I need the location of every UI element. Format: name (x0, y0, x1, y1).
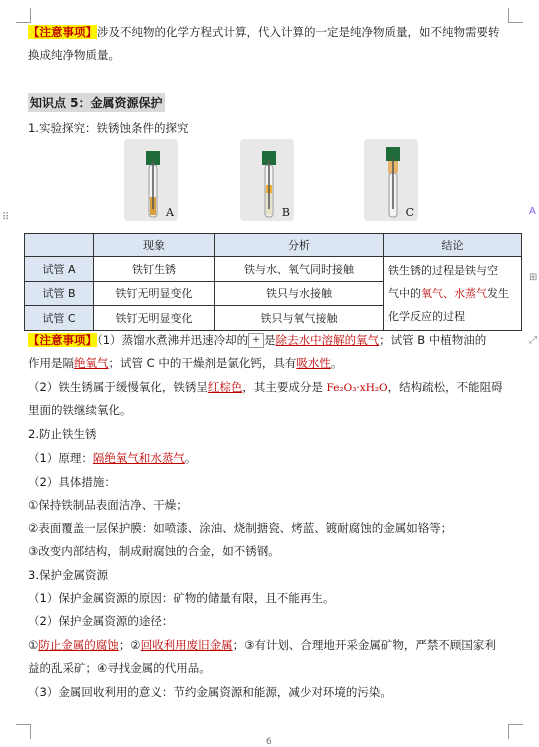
crop-mark-bottom-right (508, 724, 523, 739)
note1-line2: 换成纯净物质量。 (28, 48, 120, 62)
drag-handle-icon[interactable]: ⠿ (2, 212, 10, 223)
ways-line1: ①防止金属的腐蚀；②回收利用废旧金属；③有计划、合理地开采金属矿物，严禁不顾国家利 (28, 638, 496, 652)
rust-line1: （2）铁生锈属于缓慢氧化，铁锈呈红棕色，其主要成分是 Fe₂O₃·xH₂O，结构疏松，不能阻碍 (28, 380, 503, 394)
measure-2: ②表面覆盖一层保护膜：如喷漆、涂油、烧制搪瓷、烤蓝、镀耐腐蚀的金属如铬等； (28, 521, 453, 535)
note-tag: 【注意事项】 (28, 333, 97, 347)
tube-label-a: A (166, 206, 174, 219)
test-tube-b-image (240, 139, 294, 221)
crop-mark-top-right (508, 8, 523, 23)
recycle-meaning: （3）金属回收利用的意义：节约金属资源和能源，减少对环境的污染。 (28, 685, 392, 699)
conclusion-cell: 铁生锈的过程是铁与空 气中的氧气、水蒸气发生 化学反应的过程 (384, 257, 522, 331)
table-header: 分析 (215, 234, 384, 257)
measure-1: ①保持铁制品表面洁净、干燥； (28, 498, 188, 512)
measure-3: ③改变内部结构，制成耐腐蚀的合金，如不锈钢。 (28, 544, 280, 558)
crop-mark-bottom-left (16, 724, 31, 739)
item3: 3.保护金属资源 (28, 568, 108, 582)
table-cell: 试管 C (25, 306, 94, 331)
rust-line2: 里面的铁继续氧化。 (28, 403, 132, 417)
principle-line: （1）原理：隔绝氧气和水蒸气。 (28, 451, 197, 465)
note1-line1: 【注意事项】涉及不纯物的化学方程式计算，代入计算的一定是纯净物质量，如不纯物需要转 (28, 25, 500, 39)
page-number: 6 (266, 737, 272, 747)
test-tube-a-image (124, 139, 178, 221)
ways-line2: 益的乱采矿；④寻找金属的代用品。 (28, 661, 211, 675)
rust-formula: Fe₂O₃·xH₂O (326, 382, 388, 394)
tube-label-c: C (405, 206, 414, 219)
side-mark-icon[interactable]: ⊞ (529, 272, 538, 283)
measures-title: （2）具体措施： (28, 475, 116, 489)
note2-line1: 【注意事项】（1）蒸馏水煮沸并迅速冷却的 + 是除去水中溶解的氧气；试管 B 中植物油的 (28, 333, 487, 347)
item2: 2.防止铁生锈 (28, 427, 97, 441)
table-cell: 铁钉生锈 (94, 257, 215, 282)
crop-mark-top-left (16, 8, 31, 23)
table-row (25, 257, 522, 282)
table-header: 现象 (94, 234, 215, 257)
table-header: 结论 (384, 234, 522, 257)
table-cell: 铁与水、氧气同时接触 (215, 257, 384, 282)
reason-line: （1）保护金属资源的原因：矿物的储量有限，且不能再生。 (28, 591, 335, 605)
table-header (25, 234, 94, 257)
table-cell: 铁只与水接触 (215, 281, 384, 306)
note-tag: 【注意事项】 (28, 25, 97, 39)
tube-label-b: B (281, 206, 290, 219)
item1: 1.实验探究：铁锈蚀条件的探究 (28, 121, 189, 135)
table-cell: 铁只与氧气接触 (215, 306, 384, 331)
table-header-row (25, 234, 522, 257)
table-cell: 铁钉无明显变化 (94, 306, 215, 331)
experiment-table (24, 233, 522, 331)
plus-icon[interactable]: + (248, 333, 264, 348)
test-tube-c-image (364, 139, 418, 221)
ways-title: （2）保护金属资源的途径： (28, 614, 174, 628)
table-cell: 试管 B (25, 281, 94, 306)
note2-line2: 作用是隔绝氧气；试管 C 中的干燥剂是氯化钙，具有吸水性。 (28, 356, 343, 370)
table-cell: 试管 A (25, 257, 94, 282)
side-expand-icon[interactable]: ⤢ (529, 335, 537, 346)
section-title: 知识点 5：金属资源保护 (28, 93, 165, 112)
side-tab-icon[interactable]: A (529, 206, 536, 217)
table-cell: 铁钉无明显变化 (94, 281, 215, 306)
